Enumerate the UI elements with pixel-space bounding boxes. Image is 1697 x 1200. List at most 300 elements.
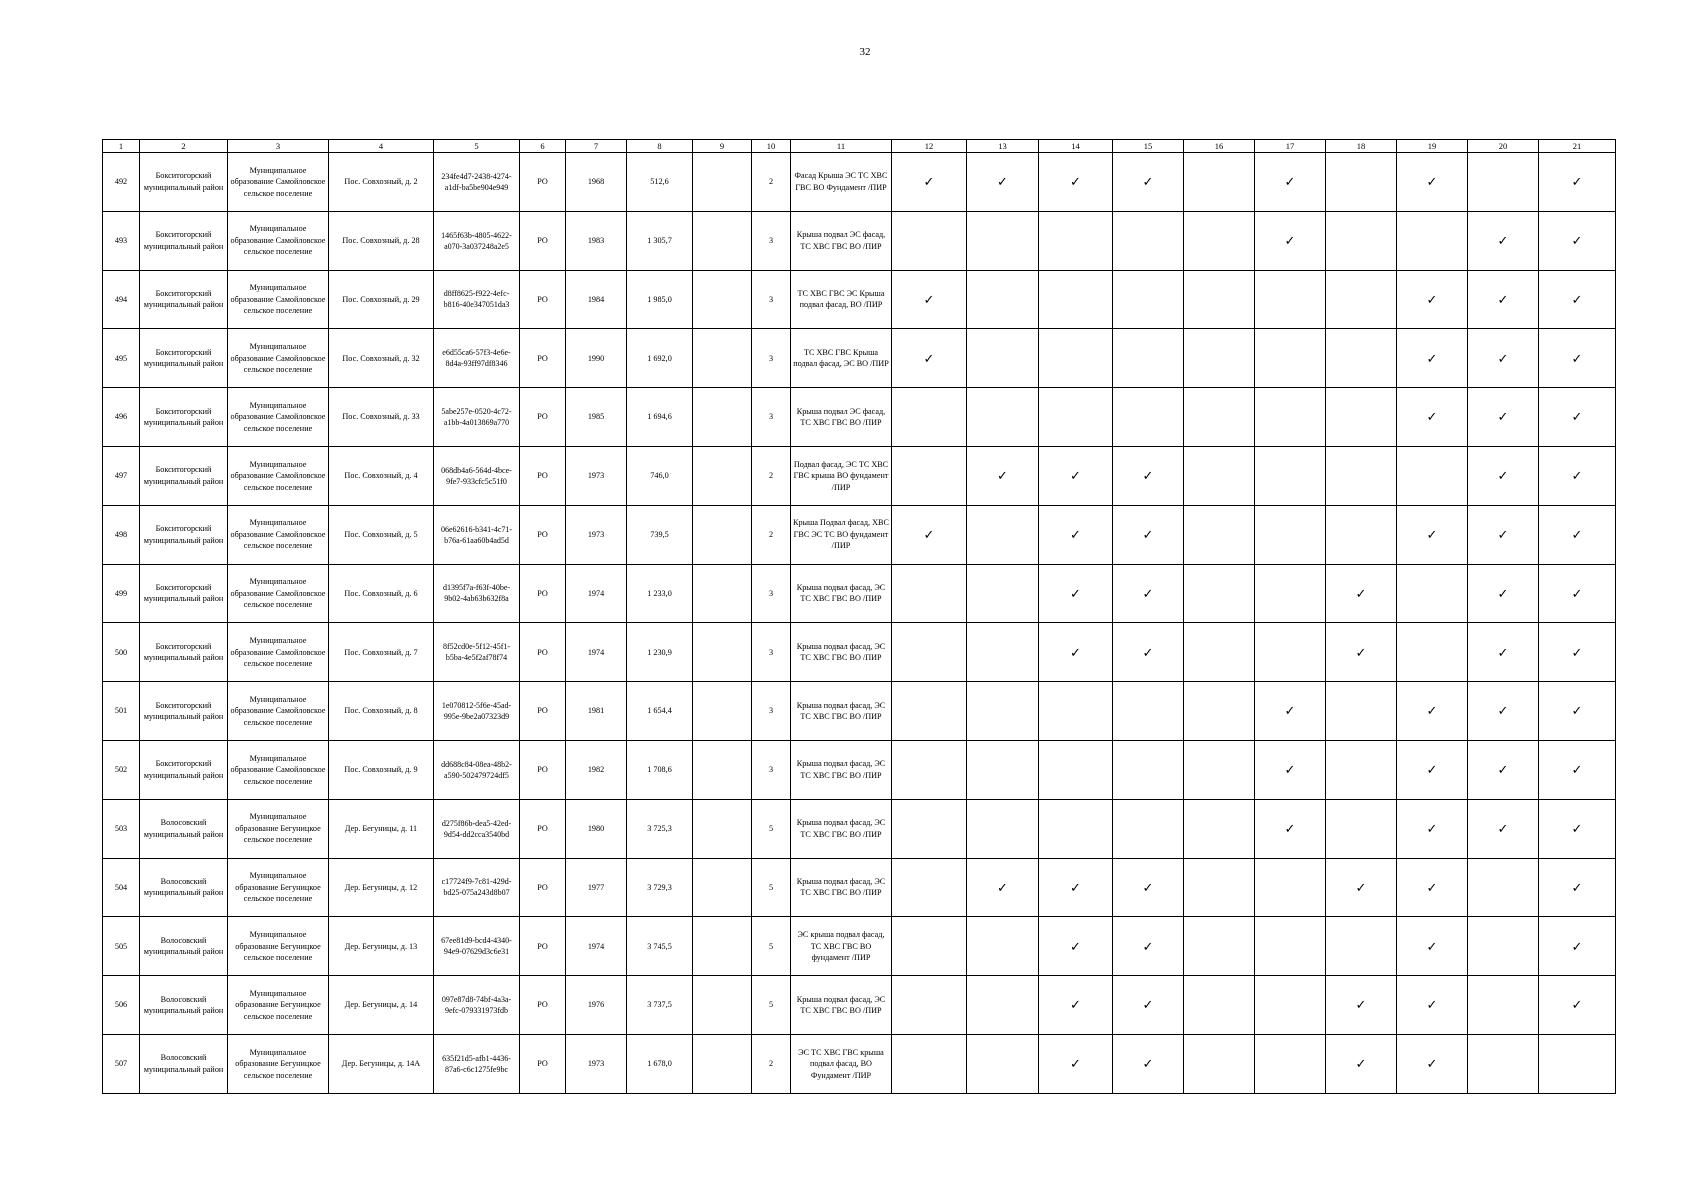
cell-col-4: Пос. Совхозный, д. 28	[329, 211, 434, 270]
cell-col-6: РО	[520, 799, 566, 858]
cell-col-9	[693, 858, 752, 917]
cell-col-9	[693, 917, 752, 976]
table-row	[103, 682, 1616, 741]
cell-col-3: Муниципальное образование Самойловское сельское поселение	[228, 270, 329, 329]
cell-col-7: 1974	[566, 564, 627, 623]
cell-col-2: Бокситогорский муниципальный район	[140, 564, 228, 623]
check-mark-cell	[1113, 270, 1184, 329]
check-mark-cell	[1184, 858, 1255, 917]
column-number-4: 4	[329, 140, 434, 153]
table-row	[103, 153, 1616, 212]
cell-col-2: Волосовский муниципальный район	[140, 858, 228, 917]
cell-col-1: 492	[103, 153, 140, 212]
cell-col-6: РО	[520, 270, 566, 329]
check-mark-cell: ✓	[1039, 623, 1113, 682]
cell-col-2: Бокситогорский муниципальный район	[140, 740, 228, 799]
check-mark-cell: ✓	[1397, 388, 1468, 447]
cell-col-11: Крыша Подвал фасад, ХВС ГВС ЭС ТС ВО фундамент /ПИР	[791, 505, 892, 564]
cell-col-4: Дер. Бегуницы, д. 11	[329, 799, 434, 858]
check-mark-cell: ✓	[892, 329, 967, 388]
cell-col-3: Муниципальное образование Бегуницкое сельское поселение	[228, 799, 329, 858]
cell-col-11: ТС ХВС ГВС ЭС Крыша подвал фасад, ВО /ПИР	[791, 270, 892, 329]
cell-col-9	[693, 388, 752, 447]
check-mark-cell: ✓	[1113, 917, 1184, 976]
check-mark-cell: ✓	[1539, 858, 1616, 917]
column-number-16: 16	[1184, 140, 1255, 153]
column-number-18: 18	[1326, 140, 1397, 153]
check-mark-cell	[1397, 446, 1468, 505]
check-mark-cell	[1255, 976, 1326, 1035]
cell-col-1: 499	[103, 564, 140, 623]
cell-col-6: РО	[520, 740, 566, 799]
check-mark-cell: ✓	[1255, 211, 1326, 270]
table-row	[103, 270, 1616, 329]
check-mark-cell: ✓	[967, 153, 1039, 212]
cell-col-10: 3	[752, 682, 791, 741]
cell-col-7: 1973	[566, 446, 627, 505]
check-mark-cell	[1184, 153, 1255, 212]
table-row	[103, 1034, 1616, 1093]
cell-col-4: Пос. Совхозный, д. 29	[329, 270, 434, 329]
guid-cell: d8ff8625-f922-4efc-b816-40e347051da3	[434, 270, 520, 329]
cell-col-1: 507	[103, 1034, 140, 1093]
table-row	[103, 329, 1616, 388]
check-mark-cell	[967, 623, 1039, 682]
guid-cell: c17724f9-7c81-429d-bd25-075a243d8b07	[434, 858, 520, 917]
check-mark-cell	[967, 976, 1039, 1035]
cell-col-6: РО	[520, 153, 566, 212]
check-mark-cell	[892, 446, 967, 505]
check-mark-cell	[1184, 270, 1255, 329]
cell-col-2: Бокситогорский муниципальный район	[140, 153, 228, 212]
column-number-3: 3	[228, 140, 329, 153]
check-mark-cell	[1326, 211, 1397, 270]
cell-col-10: 3	[752, 329, 791, 388]
check-mark-cell	[1039, 211, 1113, 270]
table-row	[103, 211, 1616, 270]
check-mark-cell	[1468, 1034, 1539, 1093]
check-mark-cell: ✓	[1468, 682, 1539, 741]
guid-cell: d1395f7a-f63f-40be-9b02-4ab63b632f8a	[434, 564, 520, 623]
check-mark-cell	[892, 682, 967, 741]
check-mark-cell: ✓	[1468, 564, 1539, 623]
cell-col-7: 1973	[566, 1034, 627, 1093]
table-row	[103, 388, 1616, 447]
cell-col-10: 3	[752, 740, 791, 799]
check-mark-cell	[892, 976, 967, 1035]
guid-cell: d275f86b-dea5-42ed-9d54-dd2cca3540bd	[434, 799, 520, 858]
table-row	[103, 858, 1616, 917]
guid-cell: 234fe4d7-2438-4274-a1df-ba5be904e949	[434, 153, 520, 212]
cell-col-9	[693, 682, 752, 741]
cell-col-2: Бокситогорский муниципальный район	[140, 682, 228, 741]
check-mark-cell: ✓	[1326, 623, 1397, 682]
cell-col-1: 495	[103, 329, 140, 388]
cell-col-8: 1 654,4	[627, 682, 693, 741]
cell-col-6: РО	[520, 682, 566, 741]
column-number-19: 19	[1397, 140, 1468, 153]
guid-cell: 097e87d8-74bf-4a3a-9efc-079331973fdb	[434, 976, 520, 1035]
check-mark-cell: ✓	[1468, 446, 1539, 505]
check-mark-cell	[1255, 329, 1326, 388]
check-mark-cell: ✓	[1397, 799, 1468, 858]
cell-col-11: Фасад Крыша ЭС ТС ХВС ГВС ВО Фундамент /ПИР	[791, 153, 892, 212]
check-mark-cell	[1184, 682, 1255, 741]
cell-col-8: 3 725,3	[627, 799, 693, 858]
check-mark-cell: ✓	[1326, 858, 1397, 917]
check-mark-cell	[892, 740, 967, 799]
check-mark-cell	[1397, 623, 1468, 682]
guid-cell: 06e62616-b341-4c71-b76a-61aa60b4ad5d	[434, 505, 520, 564]
cell-col-4: Пос. Совхозный, д. 33	[329, 388, 434, 447]
check-mark-cell: ✓	[1468, 799, 1539, 858]
column-number-2: 2	[140, 140, 228, 153]
check-mark-cell: ✓	[1113, 446, 1184, 505]
check-mark-cell: ✓	[1468, 211, 1539, 270]
cell-col-8: 739,5	[627, 505, 693, 564]
check-mark-cell: ✓	[1539, 917, 1616, 976]
check-mark-cell: ✓	[892, 505, 967, 564]
cell-col-3: Муниципальное образование Самойловское сельское поселение	[228, 740, 329, 799]
check-mark-cell	[1255, 858, 1326, 917]
column-number-14: 14	[1039, 140, 1113, 153]
cell-col-1: 501	[103, 682, 140, 741]
check-mark-cell	[1326, 740, 1397, 799]
cell-col-6: РО	[520, 388, 566, 447]
check-mark-cell	[1184, 329, 1255, 388]
cell-col-9	[693, 329, 752, 388]
cell-col-4: Дер. Бегуницы, д. 12	[329, 858, 434, 917]
cell-col-1: 496	[103, 388, 140, 447]
cell-col-1: 502	[103, 740, 140, 799]
guid-cell: 5abe257e-0520-4c72-a1bb-4a013869a770	[434, 388, 520, 447]
guid-cell: 1465f63b-4805-4622-a070-3a037248a2e5	[434, 211, 520, 270]
check-mark-cell: ✓	[1397, 270, 1468, 329]
cell-col-11: Крыша подвал фасад, ЭС ТС ХВС ГВС ВО /ПИР	[791, 976, 892, 1035]
check-mark-cell: ✓	[1539, 211, 1616, 270]
cell-col-10: 2	[752, 1034, 791, 1093]
cell-col-10: 3	[752, 564, 791, 623]
cell-col-9	[693, 740, 752, 799]
check-mark-cell: ✓	[1468, 740, 1539, 799]
cell-col-2: Бокситогорский муниципальный район	[140, 505, 228, 564]
check-mark-cell: ✓	[1397, 740, 1468, 799]
cell-col-3: Муниципальное образование Бегуницкое сельское поселение	[228, 917, 329, 976]
cell-col-2: Бокситогорский муниципальный район	[140, 446, 228, 505]
check-mark-cell: ✓	[1255, 740, 1326, 799]
check-mark-cell: ✓	[1397, 917, 1468, 976]
check-mark-cell	[892, 388, 967, 447]
check-mark-cell	[1113, 682, 1184, 741]
cell-col-1: 494	[103, 270, 140, 329]
check-mark-cell: ✓	[1039, 858, 1113, 917]
check-mark-cell	[1184, 211, 1255, 270]
cell-col-11: Крыша подвал фасад, ЭС ТС ХВС ГВС ВО /ПИР	[791, 564, 892, 623]
cell-col-11: ЭС ТС ХВС ГВС крыша подвал фасад, ВО Фундамент /ПИР	[791, 1034, 892, 1093]
cell-col-9	[693, 623, 752, 682]
check-mark-cell	[1039, 682, 1113, 741]
cell-col-8: 1 233,0	[627, 564, 693, 623]
check-mark-cell	[1539, 1034, 1616, 1093]
cell-col-1: 504	[103, 858, 140, 917]
cell-col-3: Муниципальное образование Бегуницкое сельское поселение	[228, 858, 329, 917]
cell-col-10: 5	[752, 976, 791, 1035]
cell-col-4: Пос. Совхозный, д. 6	[329, 564, 434, 623]
guid-cell: 8f52cd0e-5f12-45f1-b5ba-4e5f2af78f74	[434, 623, 520, 682]
cell-col-3: Муниципальное образование Самойловское сельское поселение	[228, 329, 329, 388]
check-mark-cell	[1255, 388, 1326, 447]
cell-col-7: 1977	[566, 858, 627, 917]
check-mark-cell: ✓	[1039, 917, 1113, 976]
cell-col-8: 1 694,6	[627, 388, 693, 447]
check-mark-cell: ✓	[1397, 1034, 1468, 1093]
column-number-11: 11	[791, 140, 892, 153]
cell-col-8: 1 678,0	[627, 1034, 693, 1093]
table-row	[103, 564, 1616, 623]
check-mark-cell	[967, 1034, 1039, 1093]
check-mark-cell: ✓	[1539, 623, 1616, 682]
cell-col-10: 3	[752, 388, 791, 447]
check-mark-cell	[1397, 211, 1468, 270]
check-mark-cell	[967, 388, 1039, 447]
cell-col-8: 1 692,0	[627, 329, 693, 388]
cell-col-4: Пос. Совхозный, д. 4	[329, 446, 434, 505]
cell-col-4: Пос. Совхозный, д. 8	[329, 682, 434, 741]
cell-col-7: 1976	[566, 976, 627, 1035]
cell-col-6: РО	[520, 1034, 566, 1093]
cell-col-9	[693, 505, 752, 564]
cell-col-7: 1980	[566, 799, 627, 858]
cell-col-1: 500	[103, 623, 140, 682]
table-row	[103, 446, 1616, 505]
guid-cell: 67ee81d9-bcd4-4340-94e9-07629d3c6e31	[434, 917, 520, 976]
check-mark-cell: ✓	[1397, 976, 1468, 1035]
check-mark-cell: ✓	[1039, 1034, 1113, 1093]
check-mark-cell: ✓	[1039, 153, 1113, 212]
check-mark-cell	[892, 1034, 967, 1093]
check-mark-cell	[967, 682, 1039, 741]
cell-col-10: 3	[752, 270, 791, 329]
table-body	[103, 153, 1616, 1094]
column-number-1: 1	[103, 140, 140, 153]
column-number-21: 21	[1539, 140, 1616, 153]
check-mark-cell: ✓	[1539, 446, 1616, 505]
cell-col-3: Муниципальное образование Самойловское сельское поселение	[228, 505, 329, 564]
cell-col-4: Пос. Совхозный, д. 9	[329, 740, 434, 799]
cell-col-8: 3 745,5	[627, 917, 693, 976]
check-mark-cell: ✓	[1539, 388, 1616, 447]
check-mark-cell: ✓	[1039, 976, 1113, 1035]
cell-col-11: Крыша подвал ЭС фасад, ТС ХВС ГВС ВО /ПИР	[791, 211, 892, 270]
column-number-8: 8	[627, 140, 693, 153]
cell-col-10: 2	[752, 446, 791, 505]
check-mark-cell	[1184, 564, 1255, 623]
cell-col-4: Пос. Совхозный, д. 7	[329, 623, 434, 682]
check-mark-cell	[892, 917, 967, 976]
cell-col-1: 493	[103, 211, 140, 270]
check-mark-cell: ✓	[1397, 682, 1468, 741]
check-mark-cell: ✓	[1113, 564, 1184, 623]
check-mark-cell	[1039, 799, 1113, 858]
check-mark-cell	[1184, 505, 1255, 564]
table-row	[103, 740, 1616, 799]
column-number-9: 9	[693, 140, 752, 153]
check-mark-cell: ✓	[1539, 976, 1616, 1035]
cell-col-9	[693, 1034, 752, 1093]
column-number-12: 12	[892, 140, 967, 153]
guid-cell: 1e070812-5f6e-45ad-995e-9be2a07323d9	[434, 682, 520, 741]
check-mark-cell: ✓	[967, 446, 1039, 505]
check-mark-cell	[967, 799, 1039, 858]
cell-col-9	[693, 564, 752, 623]
cell-col-11: Крыша подвал фасад, ЭС ТС ХВС ГВС ВО /ПИР	[791, 799, 892, 858]
cell-col-7: 1973	[566, 505, 627, 564]
check-mark-cell	[1255, 623, 1326, 682]
cell-col-8: 1 305,7	[627, 211, 693, 270]
column-number-15: 15	[1113, 140, 1184, 153]
check-mark-cell	[1255, 505, 1326, 564]
check-mark-cell: ✓	[1039, 446, 1113, 505]
cell-col-1: 505	[103, 917, 140, 976]
cell-col-9	[693, 270, 752, 329]
check-mark-cell	[1184, 446, 1255, 505]
cell-col-7: 1983	[566, 211, 627, 270]
check-mark-cell	[1326, 446, 1397, 505]
check-mark-cell	[1113, 329, 1184, 388]
cell-col-2: Волосовский муниципальный район	[140, 1034, 228, 1093]
check-mark-cell	[1184, 740, 1255, 799]
cell-col-11: Крыша подвал фасад, ЭС ТС ХВС ГВС ВО /ПИР	[791, 740, 892, 799]
column-number-17: 17	[1255, 140, 1326, 153]
check-mark-cell: ✓	[1113, 505, 1184, 564]
check-mark-cell	[1184, 623, 1255, 682]
cell-col-7: 1985	[566, 388, 627, 447]
check-mark-cell	[1468, 858, 1539, 917]
page-number: 32	[859, 46, 871, 58]
check-mark-cell	[1113, 740, 1184, 799]
check-mark-cell	[1039, 388, 1113, 447]
check-mark-cell: ✓	[1113, 153, 1184, 212]
cell-col-8: 746,0	[627, 446, 693, 505]
cell-col-2: Бокситогорский муниципальный район	[140, 211, 228, 270]
cell-col-9	[693, 446, 752, 505]
guid-cell: 068db4a6-564d-4bce-9fe7-933cfc5c51f0	[434, 446, 520, 505]
cell-col-3: Муниципальное образование Самойловское сельское поселение	[228, 623, 329, 682]
cell-col-1: 506	[103, 976, 140, 1035]
check-mark-cell	[1184, 976, 1255, 1035]
check-mark-cell	[1255, 270, 1326, 329]
cell-col-9	[693, 153, 752, 212]
check-mark-cell: ✓	[967, 858, 1039, 917]
cell-col-3: Муниципальное образование Бегуницкое сельское поселение	[228, 976, 329, 1035]
check-mark-cell	[1255, 917, 1326, 976]
check-mark-cell: ✓	[1113, 976, 1184, 1035]
check-mark-cell	[967, 917, 1039, 976]
check-mark-cell	[967, 329, 1039, 388]
check-mark-cell: ✓	[1539, 329, 1616, 388]
cell-col-2: Волосовский муниципальный район	[140, 976, 228, 1035]
cell-col-8: 1 708,6	[627, 740, 693, 799]
cell-col-6: РО	[520, 564, 566, 623]
cell-col-3: Муниципальное образование Самойловское сельское поселение	[228, 682, 329, 741]
cell-col-4: Дер. Бегуницы, д. 14	[329, 976, 434, 1035]
cell-col-10: 3	[752, 623, 791, 682]
cell-col-10: 5	[752, 799, 791, 858]
cell-col-11: Крыша подвал фасад, ЭС ТС ХВС ГВС ВО /ПИР	[791, 623, 892, 682]
cell-col-8: 1 230,9	[627, 623, 693, 682]
cell-col-6: РО	[520, 976, 566, 1035]
table-row	[103, 917, 1616, 976]
check-mark-cell: ✓	[892, 153, 967, 212]
cell-col-2: Бокситогорский муниципальный район	[140, 329, 228, 388]
guid-cell: e6d55ca6-57f3-4e6e-8d4a-93ff97df8346	[434, 329, 520, 388]
cell-col-3: Муниципальное образование Самойловское сельское поселение	[228, 211, 329, 270]
cell-col-4: Пос. Совхозный, д. 2	[329, 153, 434, 212]
cell-col-8: 3 737,5	[627, 976, 693, 1035]
cell-col-6: РО	[520, 211, 566, 270]
cell-col-7: 1968	[566, 153, 627, 212]
check-mark-cell: ✓	[1468, 329, 1539, 388]
column-number-7: 7	[566, 140, 627, 153]
check-mark-cell: ✓	[1326, 1034, 1397, 1093]
check-mark-cell: ✓	[1539, 270, 1616, 329]
check-mark-cell	[1468, 153, 1539, 212]
table-row	[103, 799, 1616, 858]
cell-col-11: Крыша подвал ЭС фасад, ТС ХВС ГВС ВО /ПИР	[791, 388, 892, 447]
check-mark-cell	[967, 211, 1039, 270]
check-mark-cell: ✓	[1397, 153, 1468, 212]
check-mark-cell: ✓	[1468, 388, 1539, 447]
cell-col-3: Муниципальное образование Самойловское сельское поселение	[228, 564, 329, 623]
check-mark-cell: ✓	[1039, 505, 1113, 564]
cell-col-7: 1990	[566, 329, 627, 388]
cell-col-6: РО	[520, 329, 566, 388]
cell-col-3: Муниципальное образование Самойловское сельское поселение	[228, 446, 329, 505]
cell-col-4: Дер. Бегуницы, д. 13	[329, 917, 434, 976]
cell-col-6: РО	[520, 446, 566, 505]
column-number-5: 5	[434, 140, 520, 153]
cell-col-2: Бокситогорский муниципальный район	[140, 270, 228, 329]
cell-col-7: 1984	[566, 270, 627, 329]
cell-col-1: 498	[103, 505, 140, 564]
check-mark-cell	[967, 564, 1039, 623]
check-mark-cell	[1326, 153, 1397, 212]
check-mark-cell	[1397, 564, 1468, 623]
check-mark-cell	[1113, 211, 1184, 270]
check-mark-cell: ✓	[1539, 682, 1616, 741]
check-mark-cell	[892, 799, 967, 858]
check-mark-cell: ✓	[1255, 682, 1326, 741]
check-mark-cell: ✓	[1539, 740, 1616, 799]
check-mark-cell	[1039, 740, 1113, 799]
check-mark-cell: ✓	[1039, 564, 1113, 623]
cell-col-11: ТС ХВС ГВС Крыша подвал фасад, ЭС ВО /ПИР	[791, 329, 892, 388]
check-mark-cell: ✓	[1539, 564, 1616, 623]
cell-col-10: 2	[752, 153, 791, 212]
cell-col-10: 5	[752, 858, 791, 917]
check-mark-cell	[892, 211, 967, 270]
cell-col-3: Муниципальное образование Бегуницкое сельское поселение	[228, 1034, 329, 1093]
check-mark-cell	[1468, 976, 1539, 1035]
cell-col-1: 497	[103, 446, 140, 505]
check-mark-cell: ✓	[1255, 799, 1326, 858]
check-mark-cell	[1184, 799, 1255, 858]
check-mark-cell	[1255, 1034, 1326, 1093]
cell-col-6: РО	[520, 917, 566, 976]
cell-col-11: ЭС крыша подвал фасад, ТС ХВС ГВС ВО фундамент /ПИР	[791, 917, 892, 976]
check-mark-cell	[892, 623, 967, 682]
check-mark-cell: ✓	[1113, 1034, 1184, 1093]
